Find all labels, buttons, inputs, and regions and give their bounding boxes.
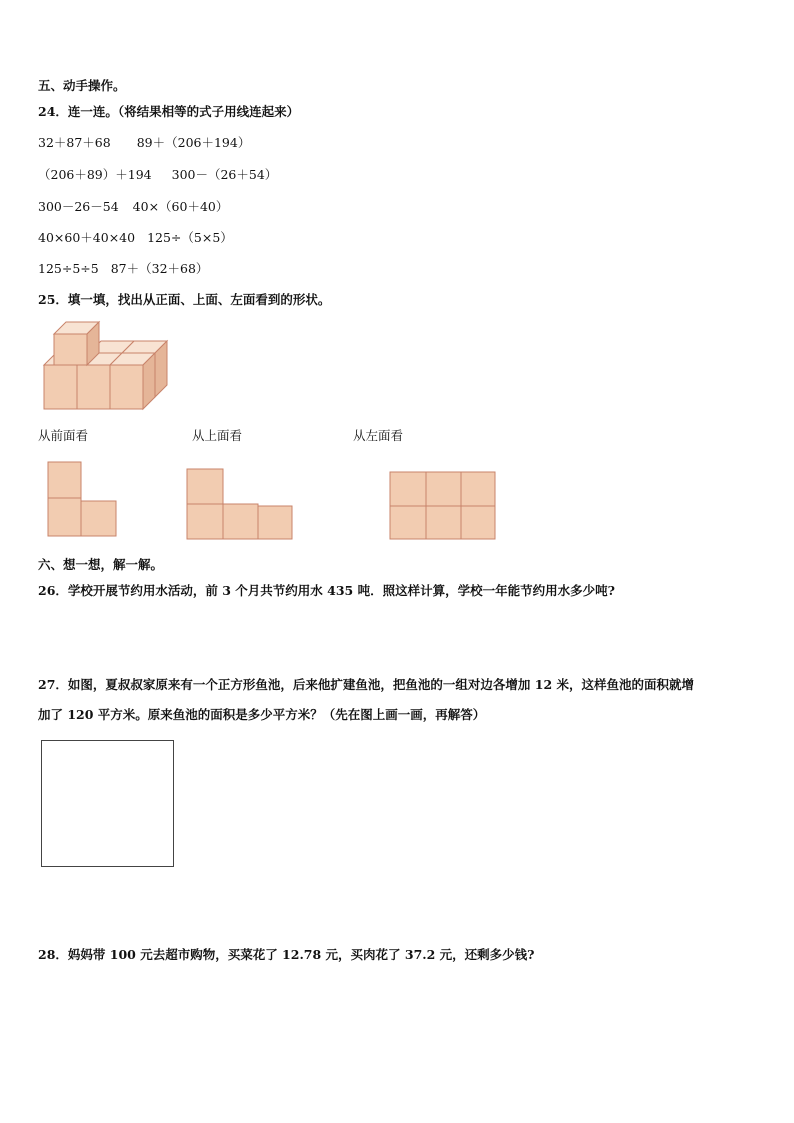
q24-row bbox=[38, 167, 277, 183]
expr-left: （206＋89）＋194 bbox=[38, 167, 152, 182]
q26-text: 26．学校开展节约用水活动，前 3 个月共节约用水 435 吨．照这样计算，学校一年能节约用水多少吨? bbox=[38, 583, 615, 598]
q24-row bbox=[38, 135, 250, 151]
cube bbox=[54, 322, 99, 365]
expr-left: 32＋87＋68 bbox=[38, 135, 111, 150]
cube bbox=[110, 353, 155, 409]
q24-prompt: 24．连一连。（将结果相等的式子用线连起来） bbox=[38, 104, 300, 119]
section5-title: 五、动手操作。 bbox=[38, 78, 126, 93]
q24-row bbox=[38, 261, 208, 277]
section6-title: 六、想一想，解一解。 bbox=[38, 557, 164, 572]
expr-right: 40×（60＋40） bbox=[132, 199, 229, 214]
expr-right: 300－（26＋54） bbox=[171, 167, 278, 182]
view-label-top: 从上面看 bbox=[192, 428, 243, 443]
q24-row bbox=[38, 199, 228, 215]
view-label-left: 从左面看 bbox=[353, 428, 404, 443]
view-label-front: 从前面看 bbox=[38, 428, 89, 443]
expr-right: 89＋（206＋194） bbox=[136, 135, 251, 150]
q27-line2: 加了 120 平方米。原来鱼池的面积是多少平方米？（先在图上画一画，再解答） bbox=[38, 707, 486, 722]
expr-left: 300－26－54 bbox=[38, 199, 119, 214]
cube-stack-figure bbox=[42, 320, 172, 412]
q24-row bbox=[38, 230, 233, 246]
expr-right: 125÷（5×5） bbox=[147, 230, 233, 245]
q28-text: 28．妈妈带 100 元去超市购物，买菜花了 12.78 元，买肉花了 37.2 元，还剩多少钱? bbox=[38, 947, 535, 962]
q27-line1: 27．如图，夏叔叔家原来有一个正方形鱼池，后来他扩建鱼池，把鱼池的一组对边各增加 12 米，这样鱼池的面积就增 bbox=[38, 677, 694, 692]
front-view-shape bbox=[47, 461, 119, 539]
fish-pool-square bbox=[41, 740, 174, 867]
top-view-shape bbox=[186, 468, 296, 542]
expr-left: 125÷5÷5 bbox=[38, 261, 99, 276]
expr-left: 40×60＋40×40 bbox=[38, 230, 136, 245]
q25-prompt: 25．填一填，找出从正面、上面、左面看到的形状。 bbox=[38, 292, 331, 307]
expr-right: 87＋（32＋68） bbox=[110, 261, 209, 276]
left-view-shape bbox=[389, 471, 499, 543]
